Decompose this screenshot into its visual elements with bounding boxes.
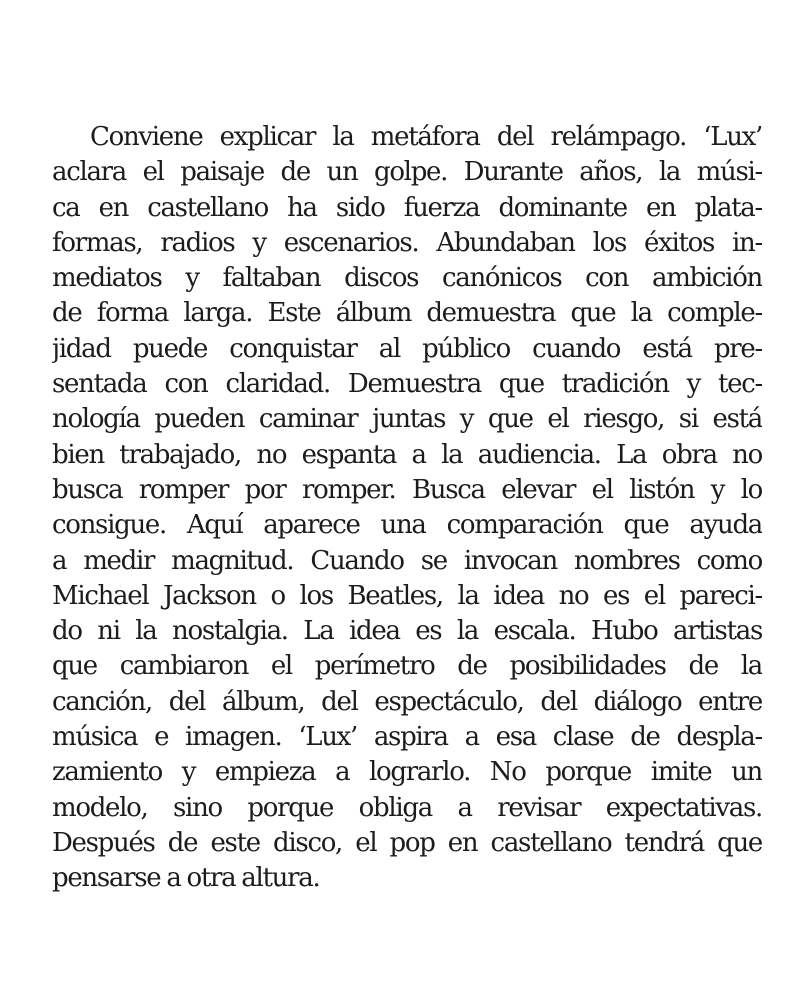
text-line: bien trabajado, no espanta a la audiencia. La obra no [52,439,762,470]
text-line: formas, radios y escenarios. Abundaban los éxitos in- [52,227,762,258]
text-line: do ni la nostalgia. La idea es la escala. Hubo artistas [52,616,762,647]
text-line: aclara el paisaje de un golpe. Durante años, la músi- [52,157,762,188]
text-line: de forma larga. Este álbum demuestra que la comple- [52,298,762,329]
text-line: Conviene explicar la metáfora del relámpago. ‘Lux’ [90,122,762,152]
text-line: nología pueden caminar juntas y que el riesgo, si está [52,404,762,435]
text-line: Después de este disco, el pop en castellano tendrá que [52,827,762,858]
text-line: jidad puede conquistar al público cuando está pre- [52,333,762,364]
text-line: mediatos y faltaban discos canónicos con ambición [52,263,762,294]
text-line: consigue. Aquí aparece una comparación que ayuda [52,510,762,541]
text-line: canción, del álbum, del espectáculo, del diálogo entre [52,686,762,717]
text-line: pensarse a otra altura. [52,863,320,894]
text-line: a medir magnitud. Cuando se invocan nombres como [52,545,762,576]
article-body [52,120,762,897]
text-line: música e imagen. ‘Lux’ aspira a esa clase de despla- [52,722,762,753]
text-line: Michael Jackson o los Beatles, la idea no es el pareci- [52,580,762,611]
text-line: ca en castellano ha sido fuerza dominante en plata- [52,192,762,223]
text-line: sentada con claridad. Demuestra que tradición y tec- [52,369,762,400]
text-line: busca romper por romper. Busca elevar el listón y lo [52,474,762,505]
text-line: modelo, sino porque obliga a revisar expectativas. [52,792,762,823]
text-line: zamiento y empieza a lograrlo. No porque imite un [52,757,762,788]
text-line: que cambiaron el perímetro de posibilidades de la [52,651,762,682]
